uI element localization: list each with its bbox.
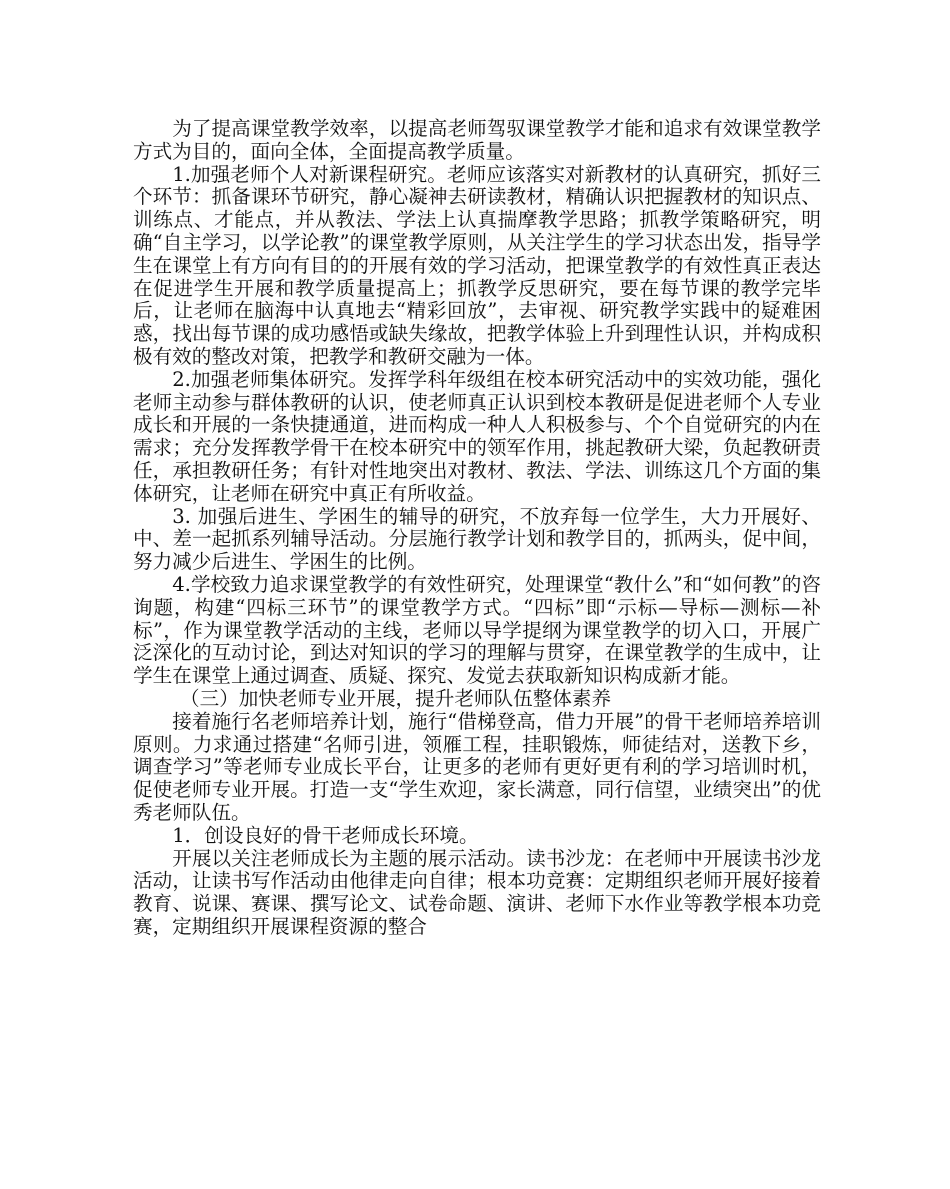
section-heading: （三）加快老师专业开展，提升老师队伍整体素养 bbox=[180, 686, 612, 710]
paragraph-subheading-1: 1．创设良好的骨干老师成长环境。 bbox=[172, 823, 479, 847]
paragraph-intro: 为了提高课堂教学效率，以提高老师驾驭课堂教学才能和追求有效课堂教学方式为目的，面向全体，全面提高教学质量。 bbox=[133, 117, 821, 163]
paragraph-activities: 开展以关注老师成长为主题的展示活动。读书沙龙：在老师中开展读书沙龙活动，让读书写作活动由他律走向自律；根本功竞赛：定期组织老师开展好接着教育、说课、赛课、撰写论文、试卷命题、演讲、老师下水作业等教学根本功竞赛，定期组织开展课程资源的整合 bbox=[133, 846, 821, 938]
paragraph-training-plan: 接着施行名老师培养计划，施行“借梯登高，借力开展”的骨干老师培养培训原则。力求通过搭建“名师引进，领雁工程，挂职锻炼，师徒结对，送教下乡，调查学习”等老师专业成长平台，让更多的老师有更好更有利的学习培训时机，促使老师专业开展。打造一支“学生欢迎，家长满意，同行信望，业绩突出”的优秀老师队伍。 bbox=[133, 709, 821, 824]
paragraph-item-3: 3. 加强后进生、学困生的辅导的研究，不放弃每一位学生，大力开展好、中、差一起抓系列辅导活动。分层施行教学计划和教学目的，抓两头，促中间，努力减少后进生、学困生的比例。 bbox=[133, 504, 821, 574]
paragraph-item-1: 1.加强老师个人对新课程研究。老师应该落实对新教材的认真研究，抓好三个环节：抓备课环节研究，静心凝神去研读教材，精确认识把握教材的知识点、训练点、才能点，并从教法、学法上认真揣摩教学思路；抓教学策略研究，明确“自主学习，以学论教”的课堂教学原则，从关注学生的学习状态出发，指导学生在课堂上有方向有目的的开展有效的学习活动，把课堂教学的有效性真正表达在促进学生开展和教学质量提高上；抓教学反思研究，要在每节课的教学完毕后，让老师在脑海中认真地去“精彩回放”，去审视、研究教学实践中的疑难困惑，找出每节课的成功感悟或缺失缘故，把教学体验上升到理性认识，并构成积极有效的整改对策，把教学和教研交融为一体。 bbox=[133, 162, 821, 368]
paragraph-item-4: 4.学校致力追求课堂教学的有效性研究，处理课堂“教什么”和“如何教”的咨询题，构建“四标三环节”的课堂教学方式。“四标”即“示标—导标—测标—补标”，作为课堂教学活动的主线，老师以导学提纲为课堂教学的切入口，开展广泛深化的互动讨论，到达对知识的学习的理解与贯穿，在课堂教学的生成中，让学生在课堂上通过调查、质疑、探究、发觉去获取新知识构成新才能。 bbox=[133, 572, 821, 688]
document-body bbox=[133, 118, 821, 939]
paragraph-item-2: 2.加强老师集体研究。发挥学科年级组在校本研究活动中的实效功能，强化老师主动参与群体教研的认识，使老师真正认识到校本教研是促进老师个人专业成长和开展的一条快捷通道，进而构成一种人人积极参与、个个自觉研究的内在需求；充分发挥教学骨干在校本研究中的领军作用，挑起教研大梁，负起教研责任，承担教研任务；有针对性地突出对教材、教法、学法、训练这几个方面的集体研究，让老师在研究中真正有所收益。 bbox=[133, 367, 821, 505]
